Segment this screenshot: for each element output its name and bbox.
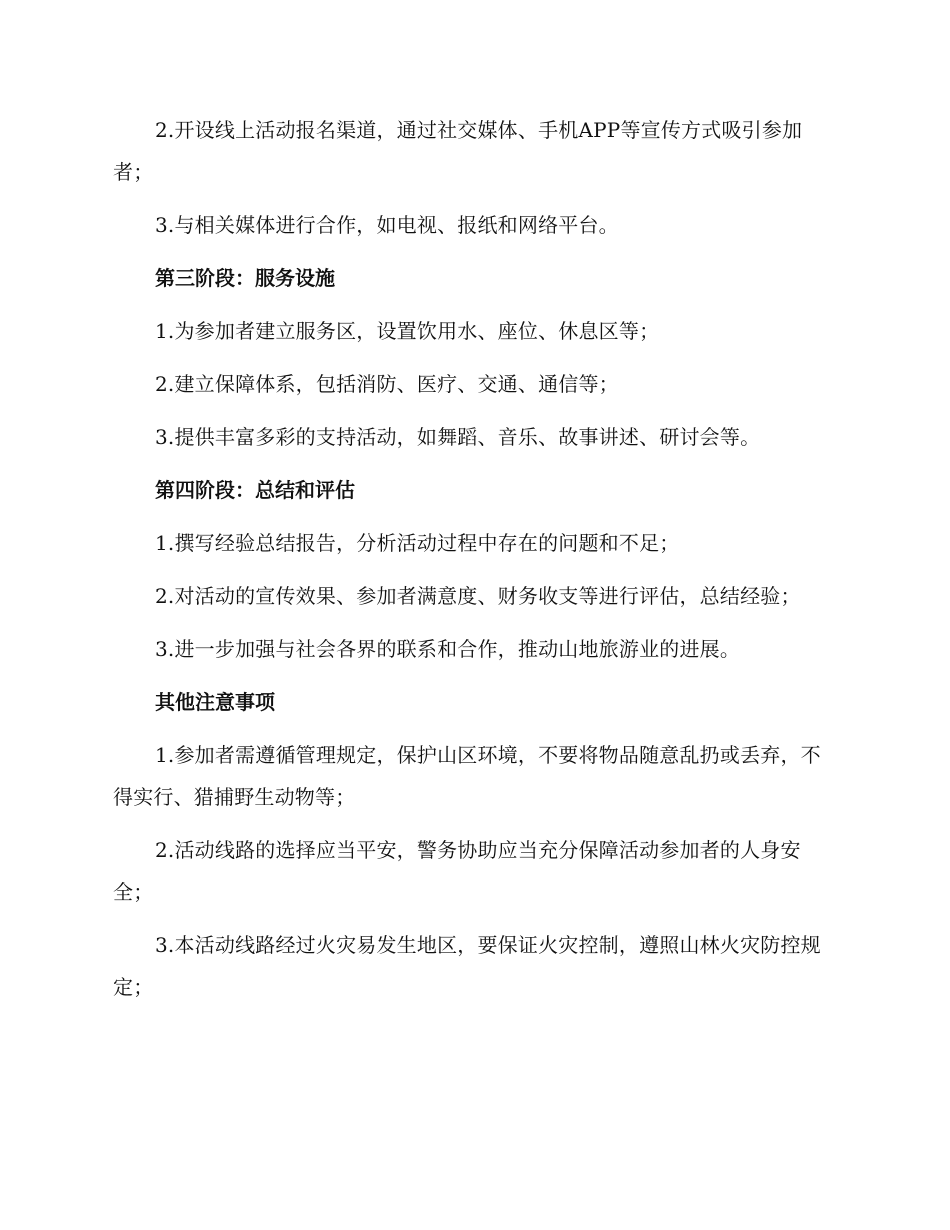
paragraph-support-activities: 3.提供丰富多彩的支持活动，如舞蹈、音乐、故事讲述、研讨会等。 [155,425,761,449]
heading-phase-four: 第四阶段：总结和评估 [155,478,355,502]
paragraph-media-cooperation: 3.与相关媒体进行合作，如电视、报纸和网络平台。 [155,213,619,237]
paragraph-safety-system: 2.建立保障体系，包括消防、医疗、交通、通信等； [155,372,619,396]
paragraph-cooperation: 3.进一步加强与社会各界的联系和合作，推动山地旅游业的进展。 [155,637,741,661]
paragraph-environment-rules: 1.参加者需遵循管理规定，保护山区环境，不要将物品随意乱扔或丢弃，不得实行、猎捕野生动物等； [113,743,821,809]
paragraph-fire-control: 3.本活动线路经过火灾易发生地区，要保证火灾控制，遵照山林火灾防控规定； [113,933,821,999]
paragraph-evaluation: 2.对活动的宣传效果、参加者满意度、财务收支等进行评估，总结经验； [155,584,801,608]
paragraph-service-area: 1.为参加者建立服务区，设置饮用水、座位、休息区等； [155,319,660,343]
heading-other-notes: 其他注意事项 [155,690,275,714]
paragraph-promo-online-signup: 2.开设线上活动报名渠道，通过社交媒体、手机APP等宣传方式吸引参加者； [113,118,803,184]
paragraph-summary-report: 1.撰写经验总结报告，分析活动过程中存在的问题和不足； [155,531,680,555]
paragraph-route-safety: 2.活动线路的选择应当平安，警务协助应当充分保障活动参加者的人身安全； [113,838,801,904]
heading-phase-three: 第三阶段：服务设施 [155,266,335,290]
